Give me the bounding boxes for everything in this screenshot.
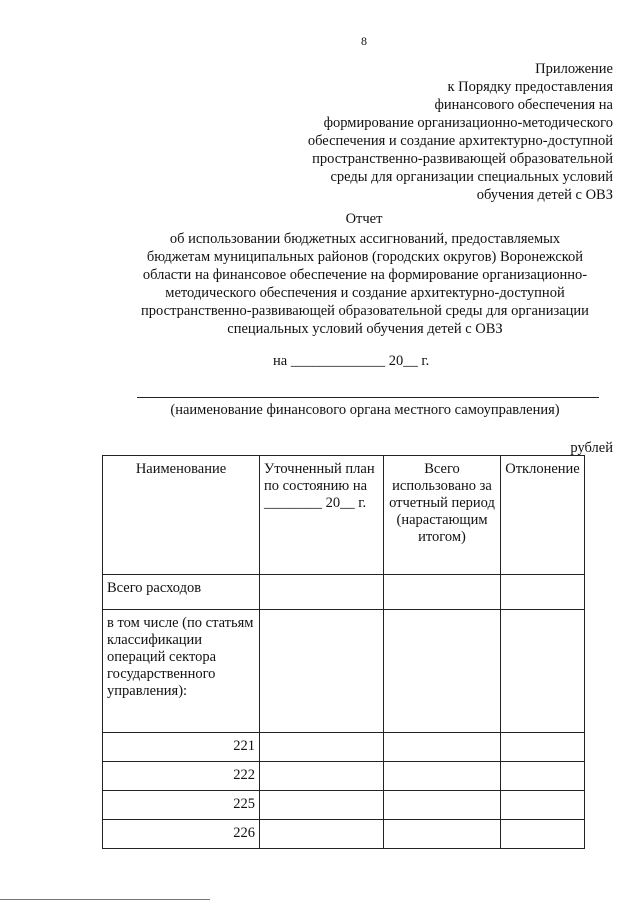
table-row [103, 610, 585, 733]
report-description-line: об использовании бюджетных ассигнований, предоставляемых [169, 231, 561, 247]
report-description-line: бюджетам муниципальных районов (городских округов) Воронежской [146, 249, 584, 265]
plan-cell [260, 575, 384, 610]
deviation-cell [501, 575, 585, 610]
deviation-cell [501, 762, 585, 791]
appendix-line: к Порядку предоставления [447, 79, 613, 95]
org-name-caption: (наименование финансового органа местного самоуправления) [170, 402, 560, 418]
used-cell [384, 733, 501, 762]
appendix-line: формирование организационно-методического [323, 115, 613, 131]
row-code: 221 [103, 733, 260, 762]
report-description-line: пространственно-развивающей образовательной среды для организации [141, 303, 589, 319]
row-code: 225 [103, 791, 260, 820]
used-cell [384, 762, 501, 791]
units-label: рублей [570, 440, 613, 456]
report-description-line: области на финансовое обеспечение на формирование организационно- [142, 267, 588, 283]
used-cell [384, 791, 501, 820]
deviation-cell [501, 791, 585, 820]
deviation-cell [501, 733, 585, 762]
appendix-line: среды для организации специальных условий [330, 169, 613, 185]
appendix-line: обеспечения и создание архитектурно-доступной [307, 133, 613, 149]
header-used: Всего использовано за отчетный период (нарастающим итогом) [384, 456, 501, 575]
appendix-line: обучения детей с ОВЗ [476, 187, 613, 203]
deviation-cell [501, 820, 585, 849]
row-code: 226 [103, 820, 260, 849]
table-row [103, 762, 585, 791]
row-label: Всего расходов [103, 575, 260, 610]
report-description-line: специальных условий обучения детей с ОВЗ [227, 321, 503, 337]
report-title: Отчет [345, 211, 383, 227]
plan-cell [260, 733, 384, 762]
plan-cell [260, 610, 384, 733]
appendix-line: Приложение [535, 61, 613, 77]
row-code: 222 [103, 762, 260, 791]
table-row [103, 820, 585, 849]
plan-cell [260, 762, 384, 791]
plan-cell [260, 791, 384, 820]
deviation-cell [501, 610, 585, 733]
row-label: в том числе (по статьям классификации операций сектора государственного управления): [103, 610, 260, 733]
report-description-line: методического обеспечения и создание архитектурно-доступной [165, 285, 565, 301]
org-name-blank-line [137, 397, 599, 398]
appendix-header [193, 60, 613, 204]
table-header-row [103, 456, 585, 575]
plan-cell [260, 820, 384, 849]
used-cell [384, 820, 501, 849]
page-number: 8 [361, 34, 367, 48]
table-row [103, 791, 585, 820]
used-cell [384, 575, 501, 610]
appendix-line: пространственно-развивающей образовательной [312, 151, 613, 167]
header-plan: Уточненный план по состоянию на ________ 20__ г. [260, 456, 384, 575]
table-row [103, 733, 585, 762]
report-description [100, 230, 630, 338]
report-date-line: на _____________ 20__ г. [273, 353, 430, 369]
used-cell [384, 610, 501, 733]
appendix-line: финансового обеспечения на [434, 97, 613, 113]
table-row [103, 575, 585, 610]
header-name: Наименование [103, 456, 260, 575]
report-table [102, 455, 585, 849]
header-deviation: Отклонение [501, 456, 585, 575]
